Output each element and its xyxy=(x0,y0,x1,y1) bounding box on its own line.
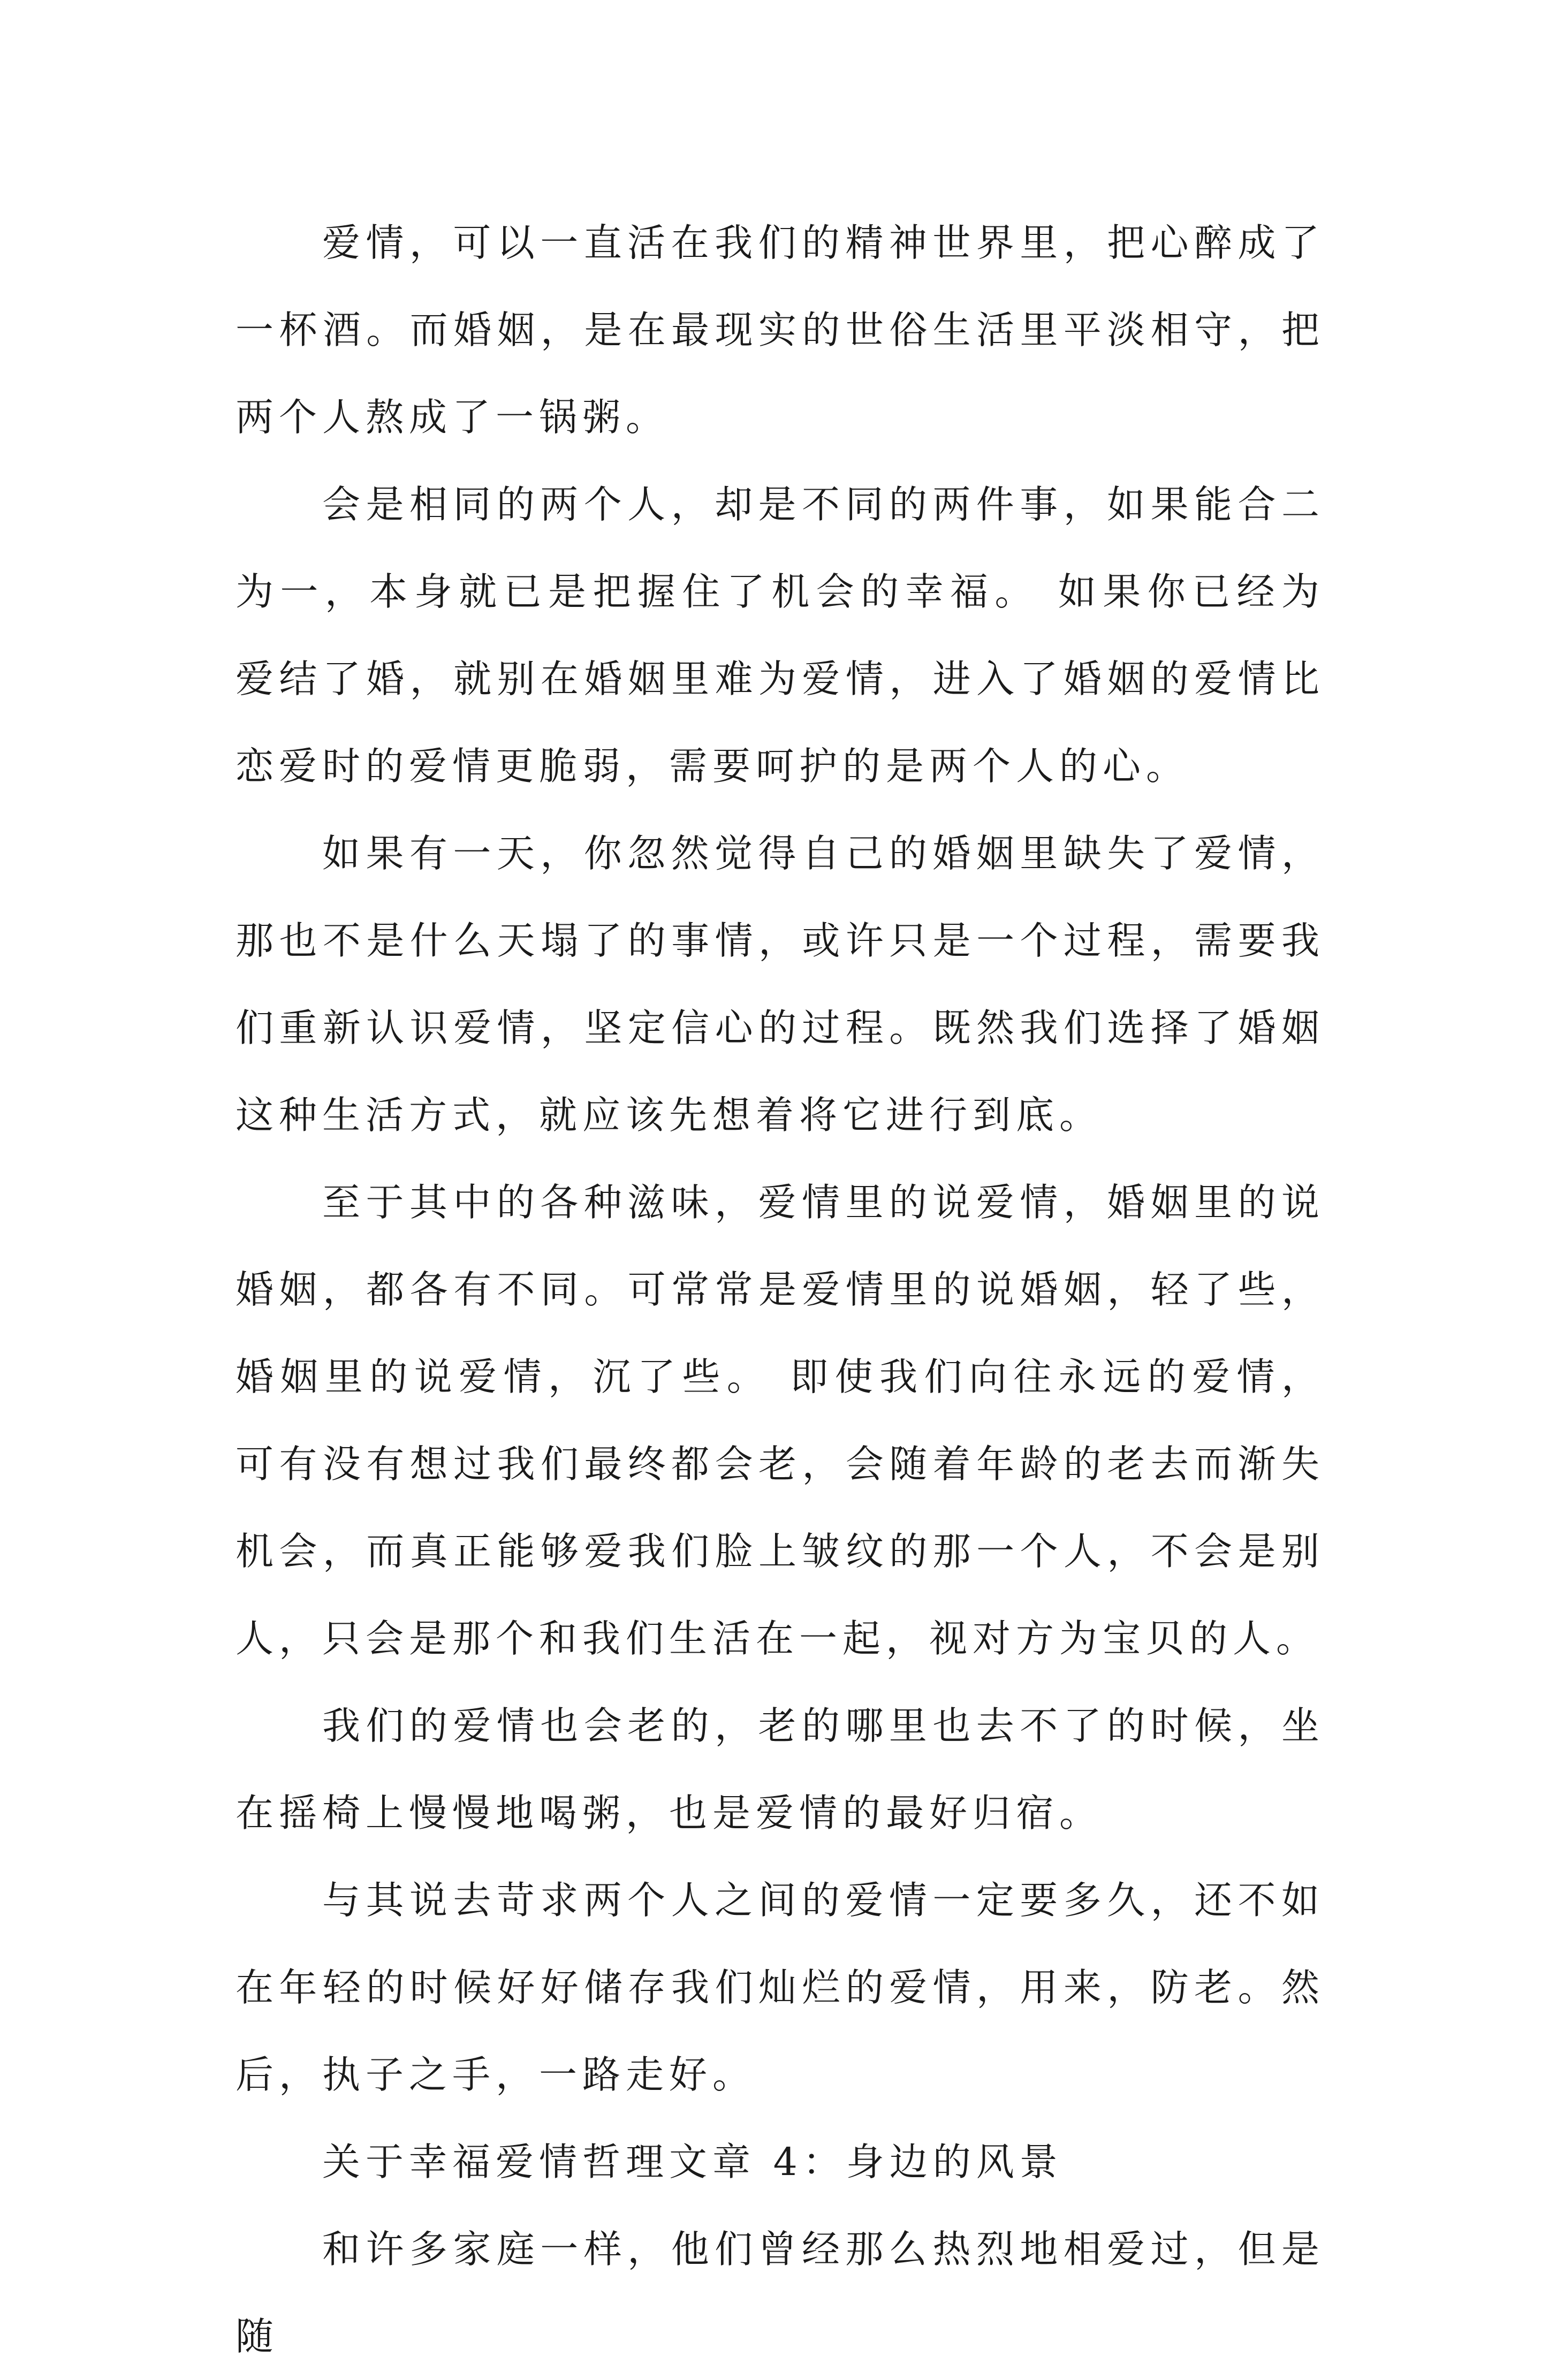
paragraph-1: 爱情，可以一直活在我们的精神世界里，把心醉成了一杯酒。而婚姻，是在最现实的世俗生活里平淡相守，把两个人熬成了一锅粥。 xyxy=(236,220,1325,439)
paragraph-2: 会是相同的两个人，却是不同的两件事，如果能合二为一，本身就已是把握住了机会的幸福。 如果你已经为爱结了婚，就别在婚姻里难为爱情，进入了婚姻的爱情比恋爱时的爱情更脆弱，需要呵护的是两个人的心。 xyxy=(236,482,1325,788)
paragraph-6: 与其说去苛求两个人之间的爱情一定要多久，还不如在年轻的时候好好储存我们灿烂的爱情，用来，防老。然后，执子之手，一路走好。 xyxy=(236,1878,1325,2097)
paragraph-5: 我们的爱情也会老的，老的哪里也去不了的时候，坐在摇椅上慢慢地喝粥，也是爱情的最好归宿。 xyxy=(236,1704,1325,1835)
document-body xyxy=(236,199,1325,2380)
paragraph-4: 至于其中的各种滋味，爱情里的说爱情，婚姻里的说婚姻，都各有不同。可常常是爱情里的说婚姻，轻了些，婚姻里的说爱情，沉了些。 即使我们向往永远的爱情，可有没有想过我们最终都会老，会随着年龄的老去而渐失机会，而真正能够爱我们脸上皱纹的那一个人，不会是别人，只会是那个和我们生活在一起，视对方为宝贝的人。 xyxy=(236,1180,1325,1661)
paragraph-7: 和许多家庭一样，他们曾经那么热烈地相爱过，但是随 xyxy=(236,2227,1325,2359)
section-heading: 关于幸福爱情哲理文章 4：身边的风景 xyxy=(322,2140,1063,2184)
paragraph-3: 如果有一天，你忽然觉得自己的婚姻里缺失了爱情，那也不是什么天塌了的事情，或许只是一个过程，需要我们重新认识爱情，坚定信心的过程。既然我们选择了婚姻这种生活方式，就应该先想着将它进行到底。 xyxy=(236,831,1325,1137)
